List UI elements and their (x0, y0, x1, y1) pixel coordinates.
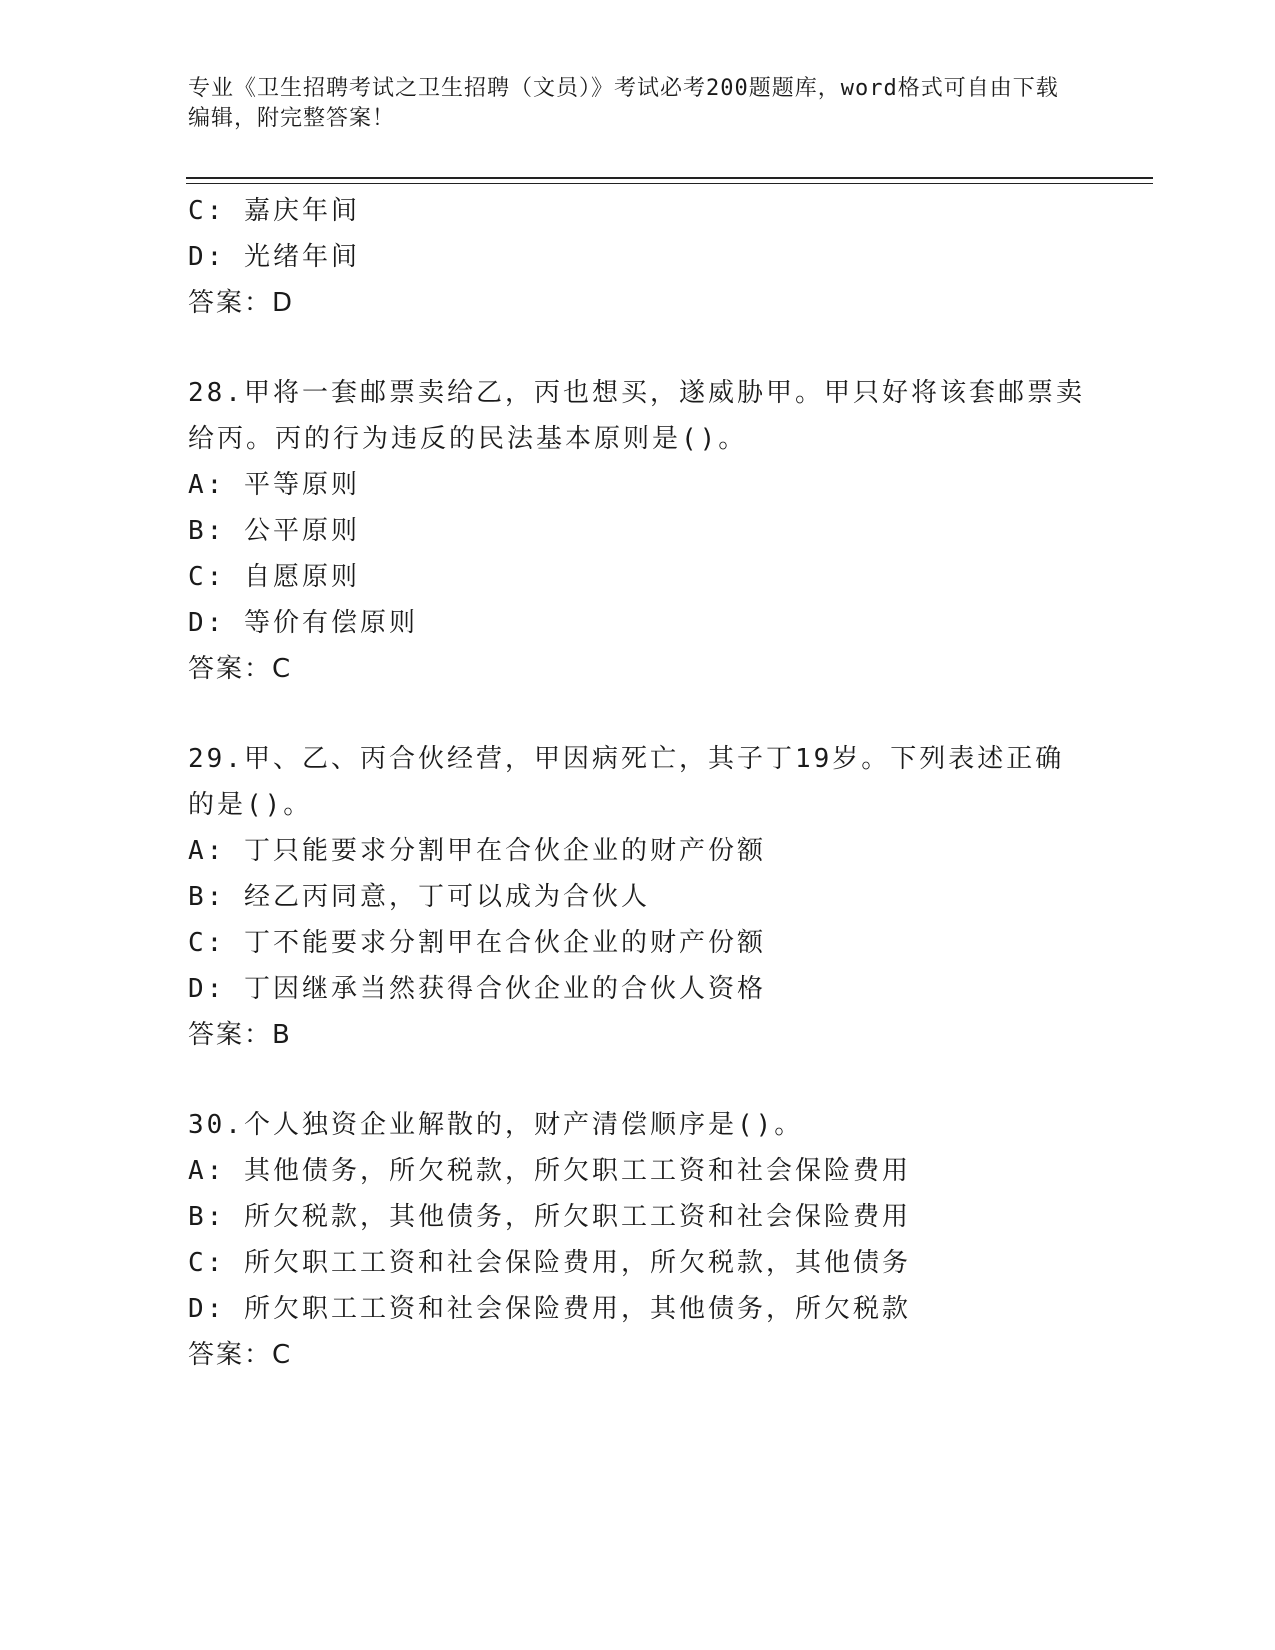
question-28 (188, 370, 1088, 692)
question-stem-line: 的是()。 (188, 790, 313, 820)
header-divider-thin (186, 183, 1153, 184)
option-key: C: (188, 928, 226, 958)
option-key: D: (188, 974, 226, 1004)
option-d (188, 600, 1088, 646)
option-c (188, 920, 1088, 966)
option-text: 丁不能要求分割甲在合伙企业的财产份额 (243, 928, 766, 958)
option-d (188, 1286, 1088, 1332)
option-key: B: (188, 882, 226, 912)
answer-line: 答案：B (188, 1020, 292, 1050)
option-c (188, 188, 1088, 234)
option-d (188, 966, 1088, 1012)
question-30 (188, 1102, 1088, 1378)
option-key: C: (188, 562, 226, 592)
option-text: 自愿原则 (243, 562, 360, 592)
option-key: D: (188, 1294, 226, 1324)
option-key: D: (188, 608, 226, 638)
option-text: 所欠职工工资和社会保险费用，其他债务，所欠税款 (243, 1294, 911, 1324)
option-text: 等价有偿原则 (243, 608, 418, 638)
option-a (188, 828, 1088, 874)
option-text: 嘉庆年间 (243, 196, 360, 226)
option-key: B: (188, 516, 226, 546)
option-c (188, 1240, 1088, 1286)
answer-line: 答案：C (188, 1340, 293, 1370)
option-c (188, 554, 1088, 600)
option-key: B: (188, 1202, 226, 1232)
option-key: D: (188, 242, 226, 272)
answer-line: 答案：C (188, 654, 293, 684)
option-text: 所欠税款，其他债务，所欠职工工资和社会保险费用 (243, 1202, 911, 1232)
option-text: 丁只能要求分割甲在合伙企业的财产份额 (243, 836, 766, 866)
option-b (188, 874, 1088, 920)
option-key: A: (188, 836, 226, 866)
question-stem-line: 30.个人独资企业解散的，财产清偿顺序是()。 (188, 1110, 804, 1140)
option-text: 公平原则 (243, 516, 360, 546)
option-b (188, 1194, 1088, 1240)
option-b (188, 508, 1088, 554)
option-text: 平等原则 (243, 470, 360, 500)
header-divider-thick (186, 177, 1153, 179)
question-29 (188, 736, 1088, 1058)
option-text: 经乙丙同意，丁可以成为合伙人 (243, 882, 650, 912)
option-text: 所欠职工工资和社会保险费用，所欠税款，其他债务 (243, 1248, 911, 1278)
option-a (188, 1148, 1088, 1194)
option-text: 丁因继承当然获得合伙企业的合伙人资格 (243, 974, 766, 1004)
option-key: A: (188, 470, 226, 500)
option-text: 其他债务，所欠税款，所欠职工工资和社会保险费用 (243, 1156, 911, 1186)
question-list (188, 188, 1088, 1378)
option-a (188, 462, 1088, 508)
page-header: 专业《卫生招聘考试之卫生招聘（文员）》考试必考200题题库，word格式可自由下载编辑，附完整答案！ (188, 76, 1059, 131)
option-text: 光绪年间 (243, 242, 360, 272)
option-key: A: (188, 1156, 226, 1186)
question-stem-line: 29.甲、乙、丙合伙经营，甲因病死亡，其子丁19岁。下列表述正确 (188, 744, 1065, 774)
prev-question-block (188, 188, 1088, 326)
question-stem-line: 给丙。丙的行为违反的民法基本原则是()。 (188, 424, 748, 454)
option-d (188, 234, 1088, 280)
answer-line: 答案：D (188, 288, 295, 318)
option-key: C: (188, 1248, 226, 1278)
question-stem-line: 28.甲将一套邮票卖给乙，丙也想买，遂威胁甲。甲只好将该套邮票卖 (188, 378, 1085, 408)
option-key: C: (188, 196, 226, 226)
